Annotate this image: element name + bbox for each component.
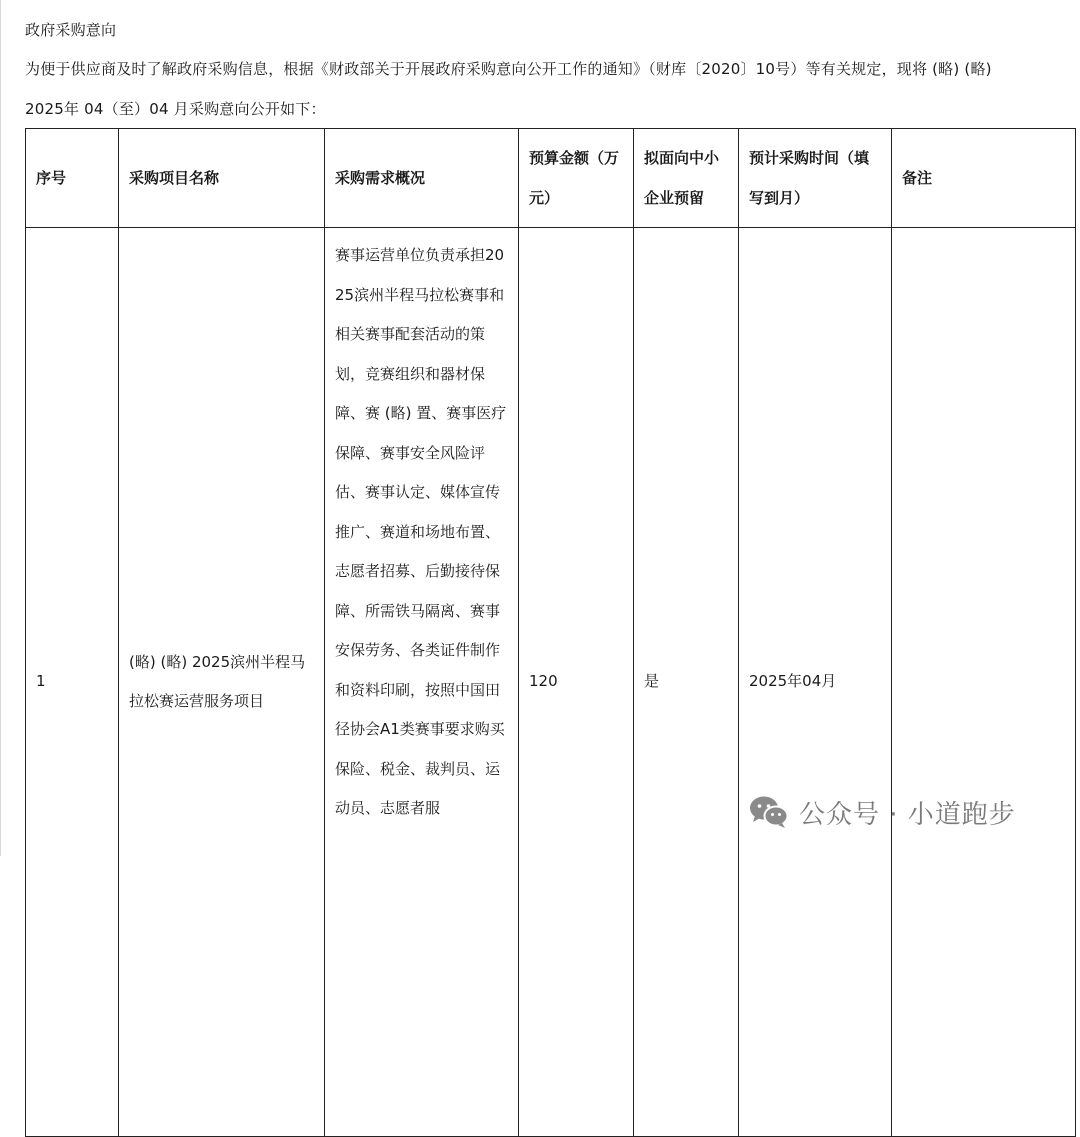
wechat-icon (749, 795, 789, 829)
watermark-text: 公众号 · 小道跑步 (799, 799, 1016, 830)
document-intro: 为便于供应商及时了解政府采购信息，根据《财政部关于开展政府采购意向公开工作的通知》（财库〔2020〕10号）等有关规定，现将 (略) (略) (25, 60, 992, 78)
header-sme-reserved: 拟面向中小企业预留 (634, 129, 739, 228)
header-remarks: 备注 (892, 129, 1076, 228)
header-project-name: 采购项目名称 (119, 129, 325, 228)
cell-budget: 120 (519, 228, 634, 1137)
document-period: 2025年 04（至）04 月采购意向公开如下： (25, 100, 326, 118)
cell-planned-time: 2025年04月 (739, 228, 892, 1137)
table-header-row (26, 129, 1076, 228)
cell-index: 1 (26, 228, 119, 1137)
header-planned-time: 预计采购时间（填写到月） (739, 129, 892, 228)
watermark (749, 792, 1016, 832)
header-budget: 预算金额（万元） (519, 129, 634, 228)
cell-requirements: 赛事运营单位负责承担2025滨州半程马拉松赛事和相关赛事配套活动的策划，竞赛组织和器材保障、赛 (略) 置、赛事医疗保障、赛事安全风险评估、赛事认定、媒体宣传推广、赛道和场地布置、志愿者招募、后勤接待保障、所需铁马隔离、赛事安保劳务、各类证件制作和资料印刷，按照中国田径协会A1类赛事要求购买保险、税金、裁判员、运动员、志愿者服 (325, 228, 519, 1137)
document-title: 政府采购意向 (25, 21, 117, 39)
header-index: 序号 (26, 129, 119, 228)
table-row (26, 228, 1076, 1137)
header-requirements: 采购需求概况 (325, 129, 519, 228)
cell-project-name: (略) (略) 2025滨州半程马拉松赛运营服务项目 (119, 228, 325, 1137)
cell-remarks (892, 228, 1076, 1137)
procurement-intent-table (25, 128, 1076, 1137)
cell-sme-reserved: 是 (634, 228, 739, 1137)
